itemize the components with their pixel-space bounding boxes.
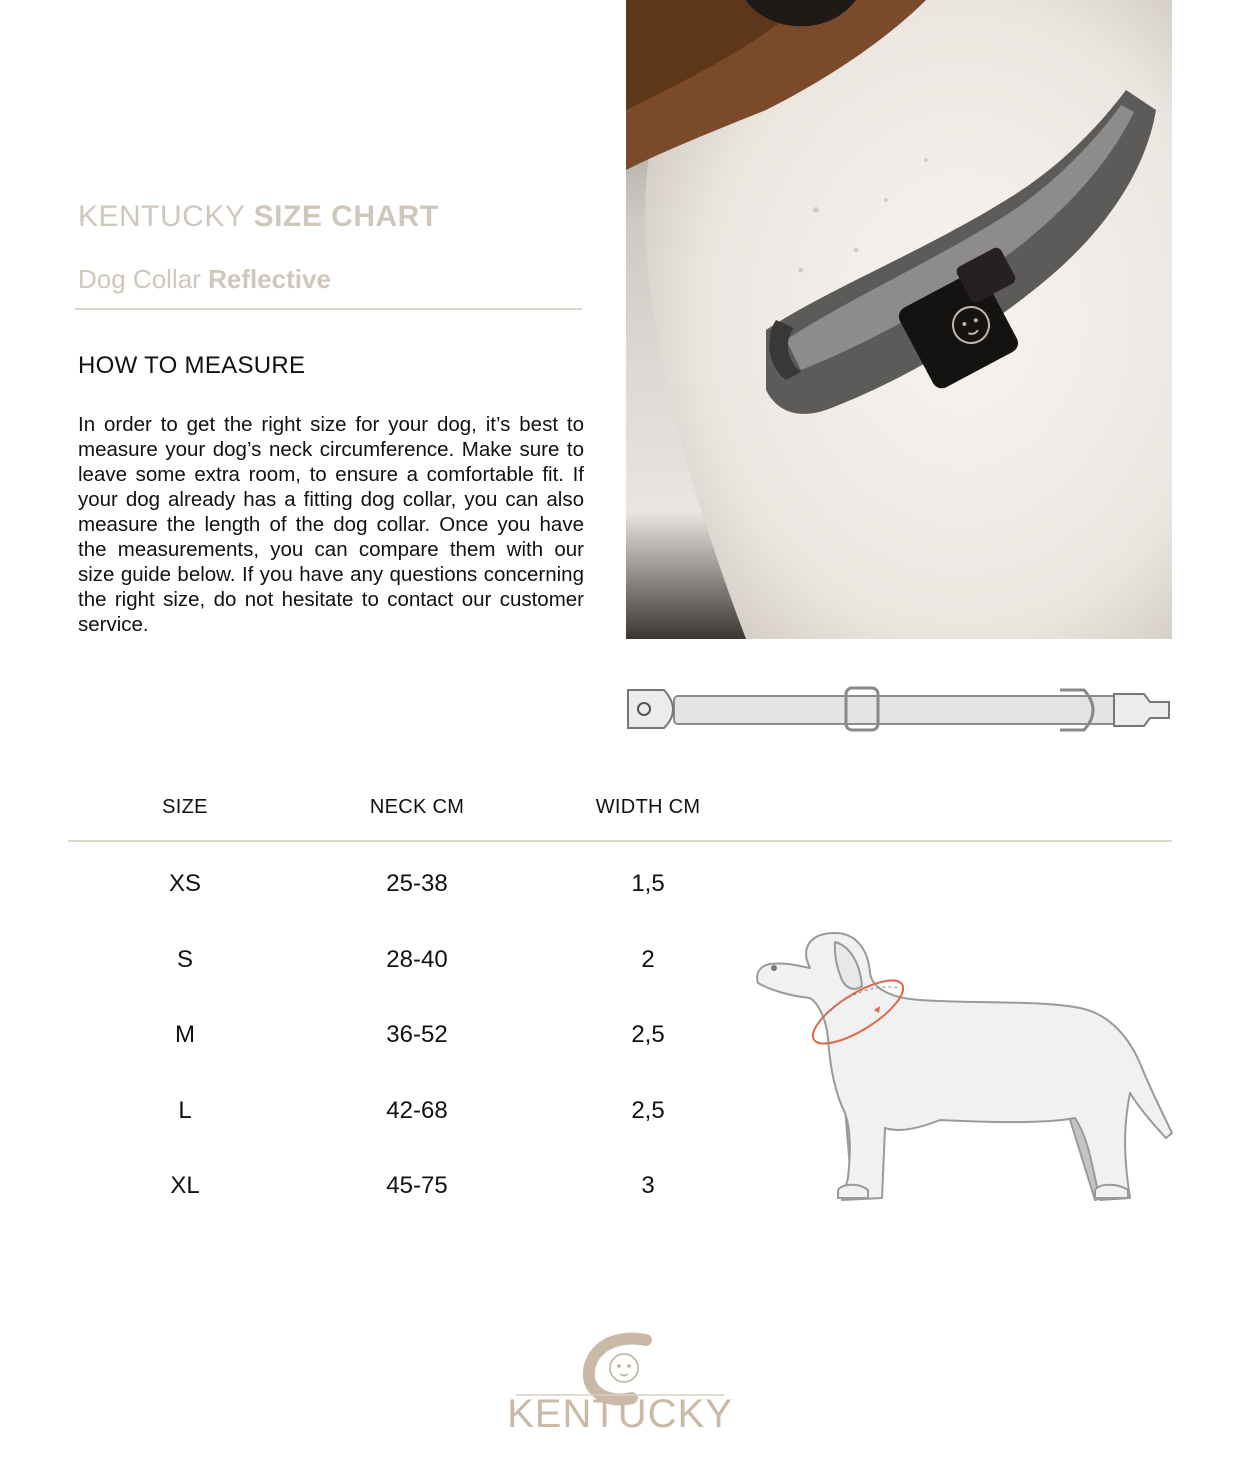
product-name: Dog Collar xyxy=(78,264,201,294)
product-photo xyxy=(626,0,1172,639)
size-cell: S xyxy=(176,946,193,973)
how-to-text: In order to get the right size for your dog, it’s best to measure your dog’s neck circumference. Make sure to leave some extra room, to ensure a comfortable fit. If your dog already has a fitting dog collar, you can also measure the length of the dog collar. Once you have the measurements, you can compare them with our size guide below. If you have any questions concerning the right size, do not hesitate to contact our customer service. xyxy=(78,413,584,636)
dog-measure-illustration xyxy=(750,928,1174,1208)
column-header-neck: NECK CM xyxy=(369,796,465,818)
product-subtitle xyxy=(78,264,331,295)
neck-cell: 45-75 xyxy=(386,1172,448,1199)
title-bold: SIZE CHART xyxy=(253,200,439,233)
width-cell: 2,5 xyxy=(631,1097,665,1124)
page-title xyxy=(78,200,439,234)
neck-cell: 42-68 xyxy=(386,1097,448,1124)
column-header-width: WIDTH CM xyxy=(595,796,701,818)
size-cell: M xyxy=(175,1021,195,1048)
column-header-size: SIZE xyxy=(162,796,208,818)
neck-cell: 36-52 xyxy=(386,1021,448,1048)
logo-text: KENTUCKY xyxy=(507,1392,733,1436)
neck-cell: 28-40 xyxy=(386,946,448,973)
neck-cell: 25-38 xyxy=(386,870,448,897)
brand-name: KENTUCKY xyxy=(78,200,245,233)
size-cell: XL xyxy=(170,1172,200,1199)
width-cell: 2 xyxy=(641,946,655,973)
width-cell: 3 xyxy=(641,1172,655,1199)
width-cell: 1,5 xyxy=(631,870,665,897)
product-variant: Reflective xyxy=(208,264,331,294)
size-cell: L xyxy=(178,1097,192,1124)
header-divider xyxy=(75,308,582,310)
table-divider xyxy=(68,840,1172,842)
how-to-heading: HOW TO MEASURE xyxy=(78,352,306,379)
size-cell: XS xyxy=(168,870,201,897)
collar-diagram xyxy=(624,684,1174,734)
width-cell: 2,5 xyxy=(631,1021,665,1048)
